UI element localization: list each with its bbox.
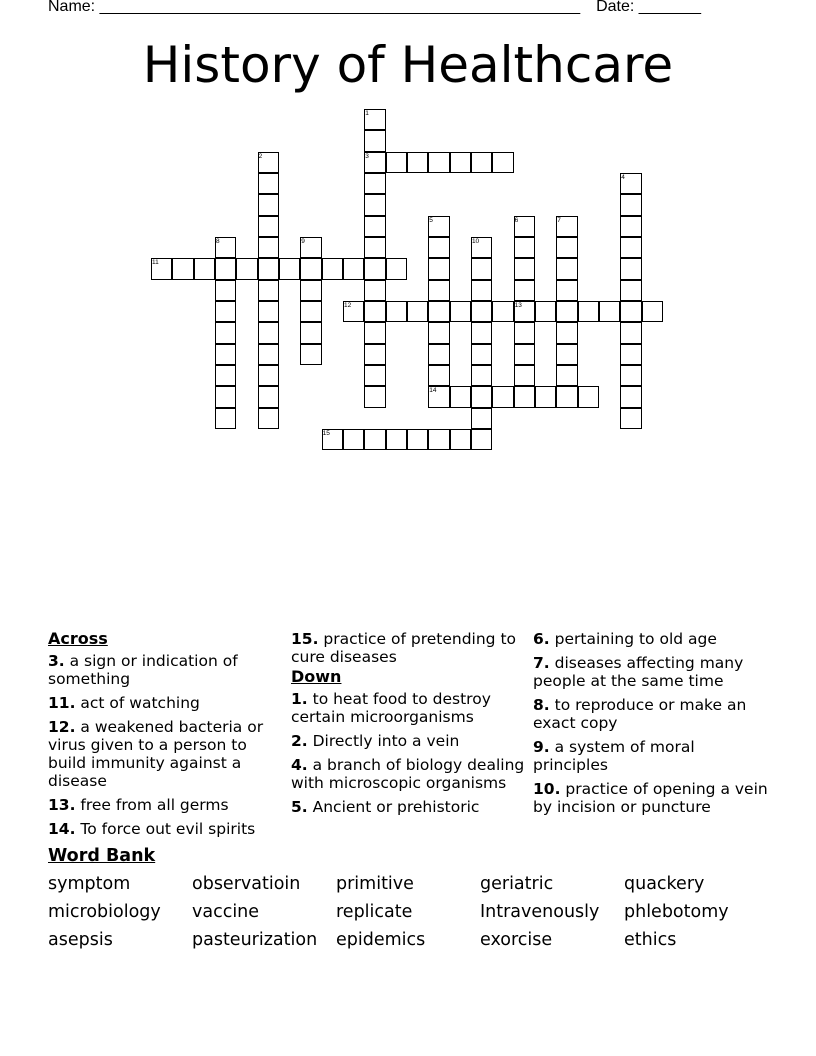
crossword-cell[interactable]	[556, 301, 577, 322]
crossword-cell[interactable]	[258, 408, 279, 429]
date-field-label[interactable]: Date: _______	[596, 0, 702, 15]
crossword-cell[interactable]	[642, 301, 663, 322]
crossword-cell[interactable]	[556, 216, 577, 237]
clue-down-9: 9. a system of moral principles	[533, 738, 695, 774]
word-bank-item: ethics	[624, 930, 677, 950]
crossword-cell[interactable]	[386, 258, 407, 279]
crossword-cell[interactable]	[428, 429, 449, 450]
crossword-cell[interactable]	[386, 152, 407, 173]
crossword-cell[interactable]	[300, 258, 321, 279]
word-bank-item: observatioin	[192, 874, 301, 894]
crossword-cell[interactable]	[556, 386, 577, 407]
page-title: History of Healthcare	[142, 36, 674, 94]
crossword-cell[interactable]	[471, 344, 492, 365]
crossword-cell[interactable]	[343, 258, 364, 279]
crossword-cell[interactable]	[578, 301, 599, 322]
crossword-cell[interactable]	[620, 301, 641, 322]
crossword-cell[interactable]	[364, 344, 385, 365]
crossword-cell[interactable]	[556, 344, 577, 365]
crossword-cell[interactable]	[407, 429, 428, 450]
crossword-cell[interactable]	[258, 216, 279, 237]
crossword-cell[interactable]	[300, 237, 321, 258]
crossword-cell[interactable]	[364, 429, 385, 450]
crossword-cell[interactable]	[300, 280, 321, 301]
clue-across-3: 3. a sign or indication of something	[48, 652, 238, 688]
clue-number: 10	[471, 237, 480, 245]
crossword-cell[interactable]	[514, 216, 535, 237]
crossword-cell[interactable]	[364, 194, 385, 215]
crossword-cell[interactable]	[428, 322, 449, 343]
crossword-cell[interactable]	[258, 152, 279, 173]
crossword-cell[interactable]	[471, 152, 492, 173]
crossword-cell[interactable]	[364, 130, 385, 151]
clues-column-3	[533, 630, 768, 822]
word-bank-item: microbiology	[48, 902, 161, 922]
crossword-cell[interactable]	[172, 258, 193, 279]
clue-number: 4	[621, 173, 625, 181]
crossword-cell[interactable]	[343, 429, 364, 450]
crossword-cell[interactable]	[258, 173, 279, 194]
crossword-cell[interactable]	[215, 408, 236, 429]
crossword-cell[interactable]	[556, 280, 577, 301]
clue-number: 14	[429, 387, 437, 395]
crossword-cell[interactable]	[450, 152, 471, 173]
crossword-cell[interactable]	[386, 301, 407, 322]
crossword-cell[interactable]	[535, 386, 556, 407]
crossword-cell[interactable]	[514, 365, 535, 386]
crossword-cell[interactable]	[215, 344, 236, 365]
crossword-cell[interactable]	[407, 152, 428, 173]
clue-number: 9	[301, 237, 305, 245]
crossword-cell[interactable]	[620, 237, 641, 258]
word-bank-item: Intravenously	[480, 902, 600, 922]
crossword-cell[interactable]	[620, 322, 641, 343]
clue-number: 3	[365, 152, 369, 160]
crossword-cell[interactable]	[471, 258, 492, 279]
crossword-cell[interactable]	[151, 258, 172, 279]
clue-number: 15	[322, 429, 330, 437]
down-heading: Down	[291, 667, 342, 686]
crossword-cell[interactable]	[450, 386, 471, 407]
crossword-cell[interactable]	[620, 365, 641, 386]
word-bank-item: pasteurization	[192, 930, 318, 950]
clue-number: 11	[152, 259, 159, 267]
crossword-cell[interactable]	[215, 280, 236, 301]
word-bank-item: replicate	[336, 902, 413, 922]
clue-across-13: 13. free from all germs	[48, 796, 229, 814]
word-bank-item: geriatric	[480, 874, 554, 894]
crossword-cell[interactable]	[258, 280, 279, 301]
crossword-cell[interactable]	[620, 173, 641, 194]
crossword-cell[interactable]	[428, 280, 449, 301]
crossword-cell[interactable]	[258, 301, 279, 322]
clue-down-5: 5. Ancient or prehistoric	[291, 798, 480, 816]
word-bank-item: vaccine	[192, 902, 260, 922]
clue-across-15: 15. practice of pretending to cure diseases	[291, 630, 517, 666]
crossword-cell[interactable]	[364, 173, 385, 194]
name-field-label[interactable]: Name: ______________________________________________________	[48, 0, 581, 15]
crossword-cell[interactable]	[279, 258, 300, 279]
crossword-cell[interactable]	[428, 258, 449, 279]
crossword-cell[interactable]	[492, 152, 513, 173]
clue-number: 2	[258, 152, 263, 160]
crossword-cell[interactable]	[620, 280, 641, 301]
crossword-cell[interactable]	[215, 386, 236, 407]
crossword-grid[interactable]	[0, 0, 816, 470]
crossword-cell[interactable]	[620, 194, 641, 215]
crossword-cell[interactable]	[364, 109, 385, 130]
crossword-cell[interactable]	[215, 237, 236, 258]
crossword-cell[interactable]	[258, 237, 279, 258]
crossword-cell[interactable]	[514, 322, 535, 343]
crossword-cell[interactable]	[407, 301, 428, 322]
crossword-cell[interactable]	[471, 237, 492, 258]
clue-down-2: 2. Directly into a vein	[291, 732, 460, 750]
clues-column-1	[48, 630, 283, 844]
crossword-cell[interactable]	[258, 322, 279, 343]
crossword-cell[interactable]	[620, 344, 641, 365]
word-bank-item: asepsis	[48, 930, 113, 950]
crossword-cell[interactable]	[471, 280, 492, 301]
crossword-cell[interactable]	[514, 386, 535, 407]
clue-across-11: 11. act of watching	[48, 694, 200, 712]
crossword-cell[interactable]	[428, 386, 449, 407]
clue-across-14: 14. To force out evil spirits	[48, 820, 256, 838]
clue-number: 12	[343, 301, 352, 309]
crossword-cell[interactable]	[364, 301, 385, 322]
crossword-cell[interactable]	[364, 258, 385, 279]
crossword-cell[interactable]	[471, 386, 492, 407]
crossword-cell[interactable]	[364, 237, 385, 258]
word-bank-item: quackery	[624, 874, 705, 894]
word-bank	[48, 874, 768, 950]
clue-down-4: 4. a branch of biology dealing with microscopic organisms	[291, 756, 525, 792]
crossword-cell[interactable]	[258, 386, 279, 407]
crossword-cell[interactable]	[556, 258, 577, 279]
crossword-cell[interactable]	[215, 322, 236, 343]
crossword-cell[interactable]	[364, 386, 385, 407]
crossword-cell[interactable]	[492, 301, 513, 322]
word-bank-item: symptom	[48, 874, 131, 894]
crossword-cell[interactable]	[514, 280, 535, 301]
clue-number: 5	[429, 216, 433, 224]
crossword-cell[interactable]	[322, 258, 343, 279]
crossword-cell[interactable]	[428, 301, 449, 322]
crossword-cell[interactable]	[450, 429, 471, 450]
crossword-cell[interactable]	[492, 386, 513, 407]
clue-across-12: 12. a weakened bacteria or virus given to a person to build immunity against a disease	[48, 718, 264, 790]
crossword-cell[interactable]	[258, 344, 279, 365]
clue-down-7: 7. diseases affecting many people at the same time	[533, 654, 744, 690]
crossword-cell[interactable]	[236, 258, 257, 279]
crossword-cell[interactable]	[386, 429, 407, 450]
word-bank-item: epidemics	[336, 930, 426, 950]
word-bank-item: phlebotomy	[624, 902, 729, 922]
word-bank-item: exorcise	[480, 930, 553, 950]
crossword-cell[interactable]	[428, 344, 449, 365]
word-bank-heading: Word Bank	[48, 846, 156, 866]
clue-down-8: 8. to reproduce or make an exact copy	[533, 696, 747, 732]
crossword-cell[interactable]	[556, 365, 577, 386]
crossword-cell[interactable]	[428, 237, 449, 258]
crossword-cell[interactable]	[620, 216, 641, 237]
crossword-cell[interactable]	[215, 365, 236, 386]
crossword-cell[interactable]	[471, 408, 492, 429]
crossword-cell[interactable]	[450, 301, 471, 322]
clue-number: 6	[514, 216, 519, 224]
crossword-cell[interactable]	[428, 152, 449, 173]
clue-number: 8	[215, 237, 220, 245]
crossword-cell[interactable]	[322, 429, 343, 450]
crossword-cell[interactable]	[258, 194, 279, 215]
clue-number: 13	[514, 301, 522, 309]
crossword-cell[interactable]	[514, 237, 535, 258]
clues-column-2	[291, 630, 526, 822]
crossword-cell[interactable]	[514, 258, 535, 279]
crossword-cell[interactable]	[364, 152, 385, 173]
crossword-cell[interactable]	[364, 322, 385, 343]
crossword-cell[interactable]	[471, 429, 492, 450]
clue-down-6: 6. pertaining to old age	[533, 630, 717, 648]
word-bank-item: primitive	[336, 874, 414, 894]
crossword-cell[interactable]	[620, 258, 641, 279]
crossword-cell[interactable]	[514, 301, 535, 322]
crossword-cell[interactable]	[556, 322, 577, 343]
crossword-cell[interactable]	[471, 365, 492, 386]
crossword-cell[interactable]	[258, 258, 279, 279]
crossword-cell[interactable]	[364, 216, 385, 237]
crossword-cell[interactable]	[258, 365, 279, 386]
clue-number: 1	[365, 110, 369, 117]
crossword-cell[interactable]	[428, 365, 449, 386]
crossword-cell[interactable]	[556, 237, 577, 258]
crossword-cell[interactable]	[514, 344, 535, 365]
crossword-cell[interactable]	[578, 386, 599, 407]
crossword-cell[interactable]	[428, 216, 449, 237]
crossword-cell[interactable]	[471, 301, 492, 322]
crossword-cell[interactable]	[364, 280, 385, 301]
crossword-cell[interactable]	[471, 322, 492, 343]
across-heading: Across	[48, 629, 108, 648]
crossword-cell[interactable]	[535, 301, 556, 322]
crossword-cell[interactable]	[300, 322, 321, 343]
crossword-cell[interactable]	[215, 258, 236, 279]
crossword-cell[interactable]	[364, 365, 385, 386]
crossword-cell[interactable]	[620, 408, 641, 429]
crossword-cell[interactable]	[194, 258, 215, 279]
crossword-cell[interactable]	[620, 386, 641, 407]
clue-down-1: 1. to heat food to destroy certain microorganisms	[291, 690, 491, 726]
clue-number: 7	[557, 216, 561, 224]
crossword-cell[interactable]	[343, 301, 364, 322]
crossword-cell[interactable]	[300, 301, 321, 322]
clue-down-10: 10. practice of opening a vein by incision or puncture	[533, 780, 768, 816]
crossword-cell[interactable]	[215, 301, 236, 322]
crossword-cell[interactable]	[599, 301, 620, 322]
crossword-cell[interactable]	[300, 344, 321, 365]
